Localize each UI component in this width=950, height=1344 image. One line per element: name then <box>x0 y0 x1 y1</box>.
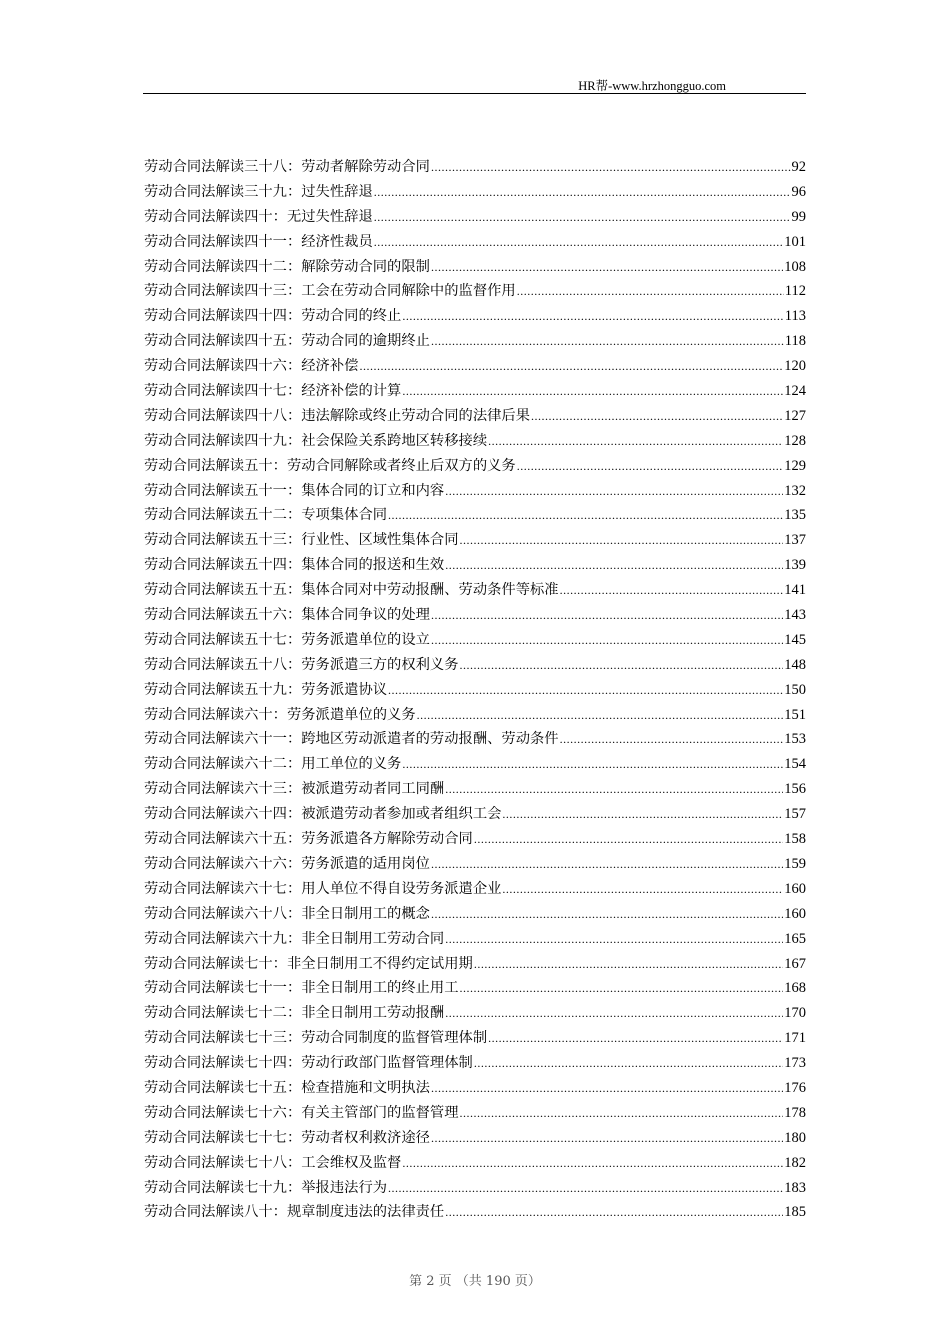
toc-entry[interactable] <box>144 206 806 231</box>
toc-entry-page: 143 <box>784 607 806 624</box>
toc-dot-leader <box>560 583 784 598</box>
page-header <box>143 74 806 94</box>
toc-entry-page: 150 <box>784 681 806 698</box>
toc-entry-title: 劳动合同法解读四十九：社会保险关系跨地区转移接续 <box>144 432 488 449</box>
toc-dot-leader <box>445 558 783 573</box>
toc-entry-title: 劳动合同法解读六十：劳务派遣单位的义务 <box>144 706 416 723</box>
toc-entry-title: 劳动合同法解读五十三：行业性、区域性集体合同 <box>144 532 459 549</box>
toc-entry[interactable] <box>144 1177 806 1202</box>
toc-entry-title: 劳动合同法解读七十五：检查措施和文明执法 <box>144 1079 430 1096</box>
toc-dot-leader <box>431 1131 783 1146</box>
toc-entry-page: 113 <box>784 308 806 325</box>
toc-entry-page: 141 <box>784 582 806 599</box>
toc-entry-title: 劳动合同法解读五十八：劳务派遣三方的权利义务 <box>144 656 459 673</box>
toc-entry[interactable] <box>144 181 806 206</box>
toc-entry-title: 劳动合同法解读七十三：劳动合同制度的监督管理体制 <box>144 1030 488 1047</box>
toc-dot-leader <box>417 708 784 723</box>
toc-dot-leader <box>388 683 783 698</box>
toc-entry-page: 92 <box>791 159 806 175</box>
toc-entry[interactable] <box>144 355 806 380</box>
toc-dot-leader <box>560 732 784 747</box>
toc-entry[interactable] <box>144 231 806 256</box>
toc-dot-leader <box>445 782 783 797</box>
toc-entry-page: 159 <box>784 855 806 872</box>
toc-entry-page: 112 <box>784 283 806 300</box>
toc-dot-leader <box>460 658 784 673</box>
toc-entry-title: 劳动合同法解读七十一：非全日制用工的终止用工 <box>144 980 459 997</box>
toc-entry-title: 劳动合同法解读四十五：劳动合同的逾期终止 <box>144 333 430 350</box>
toc-entry-title: 劳动合同法解读三十八：劳动者解除劳动合同 <box>144 159 430 175</box>
toc-entry-page: 128 <box>784 432 806 449</box>
toc-dot-leader <box>374 210 791 225</box>
table-of-contents <box>144 156 806 1226</box>
toc-entry[interactable] <box>144 878 806 903</box>
toc-dot-leader <box>431 1081 783 1096</box>
toc-entry-title: 劳动合同法解读六十八：非全日制用工的概念 <box>144 905 430 922</box>
toc-dot-leader <box>431 334 784 349</box>
toc-entry-page: 176 <box>784 1079 806 1096</box>
toc-dot-leader <box>431 160 791 175</box>
toc-entry-title: 劳动合同法解读六十一：跨地区劳动派遣者的劳动报酬、劳动条件 <box>144 731 559 748</box>
toc-dot-leader <box>402 384 783 399</box>
toc-entry[interactable] <box>144 529 806 554</box>
toc-entry-page: 180 <box>784 1129 806 1146</box>
toc-entry[interactable] <box>144 156 806 181</box>
toc-entry-title: 劳动合同法解读八十：规章制度违法的法律责任 <box>144 1204 445 1221</box>
toc-entry[interactable] <box>144 704 806 729</box>
toc-dot-leader <box>388 1181 783 1196</box>
toc-entry-page: 148 <box>784 656 806 673</box>
toc-entry-page: 170 <box>784 1005 806 1022</box>
toc-entry-page: 178 <box>784 1104 806 1121</box>
toc-dot-leader <box>488 1031 783 1046</box>
toc-entry-page: 99 <box>791 208 806 225</box>
toc-entry[interactable] <box>144 778 806 803</box>
toc-entry-page: 137 <box>784 532 806 549</box>
toc-entry-title: 劳动合同法解读三十九：过失性辞退 <box>144 183 373 200</box>
toc-entry-page: 129 <box>784 457 806 474</box>
toc-entry-page: 153 <box>784 731 806 748</box>
toc-entry[interactable] <box>144 256 806 281</box>
toc-entry-title: 劳动合同法解读四十：无过失性辞退 <box>144 208 373 225</box>
toc-entry[interactable] <box>144 1201 806 1226</box>
toc-dot-leader <box>474 1056 783 1071</box>
toc-dot-leader <box>460 1106 784 1121</box>
toc-entry[interactable] <box>144 1027 806 1052</box>
toc-dot-leader <box>531 409 783 424</box>
toc-entry-title: 劳动合同法解读六十七：用人单位不得自设劳务派遣企业 <box>144 880 502 897</box>
toc-entry-title: 劳动合同法解读七十八：工会维权及监督 <box>144 1154 402 1171</box>
toc-entry[interactable] <box>144 953 806 978</box>
toc-entry-title: 劳动合同法解读五十五：集体合同对中劳动报酬、劳动条件等标准 <box>144 582 559 599</box>
toc-entry-title: 劳动合同法解读四十六：经济补偿 <box>144 358 359 375</box>
toc-entry[interactable] <box>144 928 806 953</box>
toc-entry[interactable] <box>144 654 806 679</box>
toc-entry[interactable] <box>144 480 806 505</box>
toc-entry-page: 171 <box>784 1030 806 1047</box>
toc-entry-title: 劳动合同法解读四十四：劳动合同的终止 <box>144 308 402 325</box>
toc-entry[interactable] <box>144 305 806 330</box>
toc-entry[interactable] <box>144 679 806 704</box>
toc-entry-title: 劳动合同法解读五十六：集体合同争议的处理 <box>144 607 430 624</box>
toc-entry-page: 168 <box>784 980 806 997</box>
toc-entry-page: 118 <box>784 333 806 350</box>
toc-entry-page: 183 <box>784 1179 806 1196</box>
toc-entry[interactable] <box>144 455 806 480</box>
toc-entry[interactable] <box>144 753 806 778</box>
toc-entry-title: 劳动合同法解读七十四：劳动行政部门监督管理体制 <box>144 1055 473 1072</box>
toc-dot-leader <box>488 434 783 449</box>
toc-entry[interactable] <box>144 1152 806 1177</box>
toc-entry-page: 127 <box>784 407 806 424</box>
toc-entry-page: 182 <box>784 1154 806 1171</box>
toc-dot-leader <box>517 284 784 299</box>
toc-entry[interactable] <box>144 1127 806 1152</box>
toc-entry[interactable] <box>144 903 806 928</box>
toc-dot-leader <box>431 260 783 275</box>
toc-entry-title: 劳动合同法解读五十一：集体合同的订立和内容 <box>144 482 445 499</box>
toc-entry[interactable] <box>144 380 806 405</box>
toc-entry-title: 劳动合同法解读六十二：用工单位的义务 <box>144 756 402 773</box>
toc-entry-title: 劳动合同法解读五十：劳动合同解除或者终止后双方的义务 <box>144 457 516 474</box>
toc-dot-leader <box>431 857 783 872</box>
toc-entry-page: 108 <box>784 258 806 275</box>
page-footer: 第 2 页 （共 190 页） <box>409 1274 541 1289</box>
toc-entry-title: 劳动合同法解读四十二：解除劳动合同的限制 <box>144 258 430 275</box>
header-text: HR帮-www.hrzhongguo.com <box>578 79 726 93</box>
toc-entry-page: 158 <box>784 831 806 848</box>
toc-entry[interactable] <box>144 977 806 1002</box>
toc-entry-page: 156 <box>784 781 806 798</box>
toc-entry-page: 165 <box>784 930 806 947</box>
toc-entry[interactable] <box>144 430 806 455</box>
toc-entry[interactable] <box>144 504 806 529</box>
toc-entry-title: 劳动合同法解读四十三：工会在劳动合同解除中的监督作用 <box>144 283 516 300</box>
toc-entry-title: 劳动合同法解读五十七：劳务派遣单位的设立 <box>144 631 430 648</box>
toc-entry-title: 劳动合同法解读五十四：集体合同的报送和生效 <box>144 557 445 574</box>
toc-entry-page: 120 <box>784 358 806 375</box>
toc-entry-page: 185 <box>784 1204 806 1221</box>
toc-entry[interactable] <box>144 728 806 753</box>
toc-entry-title: 劳动合同法解读五十二：专项集体合同 <box>144 507 388 524</box>
toc-dot-leader <box>474 957 783 972</box>
toc-entry-page: 124 <box>784 383 806 400</box>
toc-entry-page: 167 <box>784 955 806 972</box>
toc-entry-page: 96 <box>791 183 806 200</box>
toc-entry-title: 劳动合同法解读七十九：举报违法行为 <box>144 1179 388 1196</box>
toc-entry-title: 劳动合同法解读七十：非全日制用工不得约定试用期 <box>144 955 473 972</box>
toc-entry[interactable] <box>144 554 806 579</box>
toc-dot-leader <box>445 484 783 499</box>
toc-entry[interactable] <box>144 629 806 654</box>
toc-entry[interactable] <box>144 405 806 430</box>
toc-entry[interactable] <box>144 803 806 828</box>
toc-entry-title: 劳动合同法解读六十四：被派遣劳动者参加或者组织工会 <box>144 806 502 823</box>
toc-entry[interactable] <box>144 330 806 355</box>
toc-entry-title: 劳动合同法解读四十八：违法解除或终止劳动合同的法律后果 <box>144 407 531 424</box>
toc-entry-page: 151 <box>784 706 806 723</box>
toc-entry-page: 160 <box>784 880 806 897</box>
toc-entry-page: 135 <box>784 507 806 524</box>
toc-dot-leader <box>359 359 783 374</box>
toc-entry-title: 劳动合同法解读七十六：有关主管部门的监督管理 <box>144 1104 459 1121</box>
toc-entry-title: 劳动合同法解读六十六：劳务派遣的适用岗位 <box>144 855 430 872</box>
toc-dot-leader <box>431 633 783 648</box>
toc-entry-title: 劳动合同法解读四十一：经济性裁员 <box>144 233 373 250</box>
toc-entry-page: 139 <box>784 557 806 574</box>
toc-entry[interactable] <box>144 579 806 604</box>
toc-dot-leader <box>460 533 784 548</box>
toc-dot-leader <box>445 932 783 947</box>
toc-entry-title: 劳动合同法解读六十五：劳务派遣各方解除劳动合同 <box>144 831 473 848</box>
toc-entry[interactable] <box>144 1002 806 1027</box>
toc-dot-leader <box>402 757 783 772</box>
toc-entry-page: 154 <box>784 756 806 773</box>
toc-entry-page: 160 <box>784 905 806 922</box>
toc-dot-leader <box>445 1205 783 1220</box>
toc-entry[interactable] <box>144 853 806 878</box>
toc-entry-page: 132 <box>784 482 806 499</box>
toc-entry-title: 劳动合同法解读六十九：非全日制用工劳动合同 <box>144 930 445 947</box>
toc-entry[interactable] <box>144 1052 806 1077</box>
toc-dot-leader <box>445 1006 783 1021</box>
toc-entry-page: 157 <box>784 806 806 823</box>
toc-entry-page: 173 <box>784 1055 806 1072</box>
toc-dot-leader <box>474 832 783 847</box>
toc-entry[interactable] <box>144 604 806 629</box>
toc-dot-leader <box>402 1156 783 1171</box>
toc-dot-leader <box>402 309 783 324</box>
toc-dot-leader <box>502 882 783 897</box>
toc-dot-leader <box>431 608 783 623</box>
toc-entry[interactable] <box>144 280 806 305</box>
toc-entry-page: 101 <box>784 233 806 250</box>
toc-entry[interactable] <box>144 1077 806 1102</box>
toc-dot-leader <box>460 981 784 996</box>
toc-entry[interactable] <box>144 828 806 853</box>
toc-dot-leader <box>431 907 783 922</box>
toc-dot-leader <box>374 235 784 250</box>
toc-entry-page: 145 <box>784 631 806 648</box>
toc-entry-title: 劳动合同法解读四十七：经济补偿的计算 <box>144 383 402 400</box>
toc-entry-title: 劳动合同法解读六十三：被派遣劳动者同工同酬 <box>144 781 445 798</box>
toc-dot-leader <box>374 185 791 200</box>
toc-entry-title: 劳动合同法解读五十九：劳务派遣协议 <box>144 681 388 698</box>
toc-dot-leader <box>388 508 783 523</box>
toc-entry-title: 劳动合同法解读七十二：非全日制用工劳动报酬 <box>144 1005 445 1022</box>
toc-dot-leader <box>517 459 784 474</box>
toc-entry-title: 劳动合同法解读七十七：劳动者权利救济途径 <box>144 1129 430 1146</box>
toc-dot-leader <box>502 807 783 822</box>
toc-entry[interactable] <box>144 1102 806 1127</box>
